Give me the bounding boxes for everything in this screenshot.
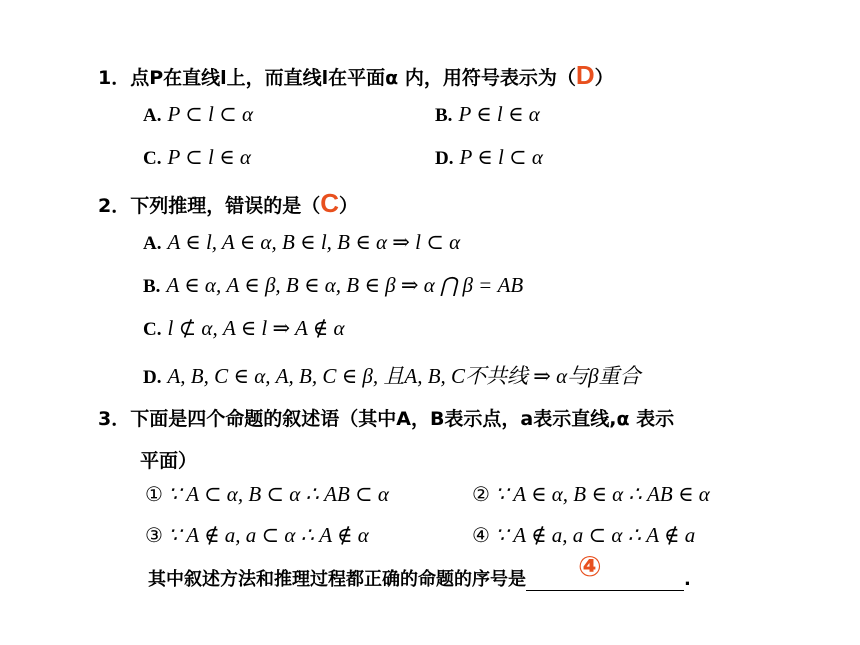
question-2-option-b: [143, 273, 523, 298]
option-expr: P ∈ l ⊂ α: [459, 145, 543, 169]
option-expr: A ∈ α, A ∈ β, B ∈ α, B ∈ β ⇒ α ⋂ β = AB: [166, 273, 524, 297]
option-expr: P ⊂ l ∈ α: [167, 145, 251, 169]
option-label: B.: [143, 276, 161, 297]
option-expr: l ⊄ α, A ∈ l ⇒ A ∉ α: [167, 316, 345, 340]
option-label: B.: [435, 105, 453, 126]
proposition-label: ①: [145, 482, 163, 506]
option-label: D.: [435, 148, 454, 169]
question-2-text: 下列推理，错误的是（: [130, 195, 321, 217]
question-3-text-line1: 下面是四个命题的叙述语（其中A，B表示点，a表示直线,α 表示: [130, 408, 675, 430]
question-1-text: 点P在直线l上，而直线l在平面α 内，用符号表示为（: [130, 67, 576, 89]
proposition-3: [145, 523, 369, 548]
question-3-text-line2: 平面）: [140, 450, 198, 472]
proposition-2: [472, 482, 710, 507]
option-expr: P ⊂ l ⊂ α: [167, 102, 253, 126]
option-label: D.: [143, 367, 162, 388]
question-3-stem: [98, 404, 674, 431]
question-1-option-a: [143, 102, 253, 127]
option-expr: P ∈ l ∈ α: [458, 102, 540, 126]
proposition-expr: ∵ A ∈ α, B ∈ α ∴ AB ∈ α: [495, 482, 710, 506]
question-3-number: 3．: [98, 408, 131, 430]
proposition-label: ③: [145, 523, 163, 547]
question-1-option-c: [143, 145, 251, 170]
proposition-expr: ∵ A ∉ a, a ⊂ α ∴ A ∉ a: [495, 523, 696, 547]
question-2-option-d: [143, 360, 641, 390]
question-3-prompt: 其中叙述方法和推理过程都正确的命题的序号是: [148, 569, 526, 590]
question-1-number: 1．: [98, 67, 131, 89]
question-3-stem-line2: [140, 446, 197, 473]
proposition-expr: ∵ A ∉ a, a ⊂ α ∴ A ∉ α: [168, 523, 369, 547]
question-3-end: .: [684, 569, 691, 590]
question-2-close: ）: [339, 195, 359, 217]
option-expr: A, B, C ∈ α, A, B, C ∈ β, 且A, B, C不共线 ⇒ α与β重合: [167, 364, 641, 388]
question-1-option-d: [435, 145, 543, 170]
proposition-expr: ∵ A ⊂ α, B ⊂ α ∴ AB ⊂ α: [168, 482, 389, 506]
option-expr: A ∈ l, A ∈ α, B ∈ l, B ∈ α ⇒ l ⊂ α: [167, 230, 461, 254]
question-2-option-c: [143, 316, 345, 341]
proposition-1: [145, 482, 389, 507]
question-1-stem: [98, 60, 614, 91]
question-2-answer: C: [320, 188, 340, 218]
question-2-option-a: [143, 230, 460, 255]
question-3-prompt-line: [148, 551, 691, 591]
question-3-answer: ④: [578, 551, 602, 582]
option-label: C.: [143, 148, 162, 169]
question-1-option-b: [435, 102, 540, 127]
proposition-4: [472, 523, 695, 548]
option-label: A.: [143, 233, 162, 254]
option-label: A.: [143, 105, 162, 126]
proposition-label: ②: [472, 482, 490, 506]
option-label: C.: [143, 319, 162, 340]
question-1-answer: D: [575, 60, 595, 90]
proposition-label: ④: [472, 523, 490, 547]
question-2-stem: [98, 188, 358, 219]
question-2-number: 2．: [98, 195, 131, 217]
answer-blank: [526, 551, 684, 591]
question-1-close: ）: [594, 67, 614, 89]
